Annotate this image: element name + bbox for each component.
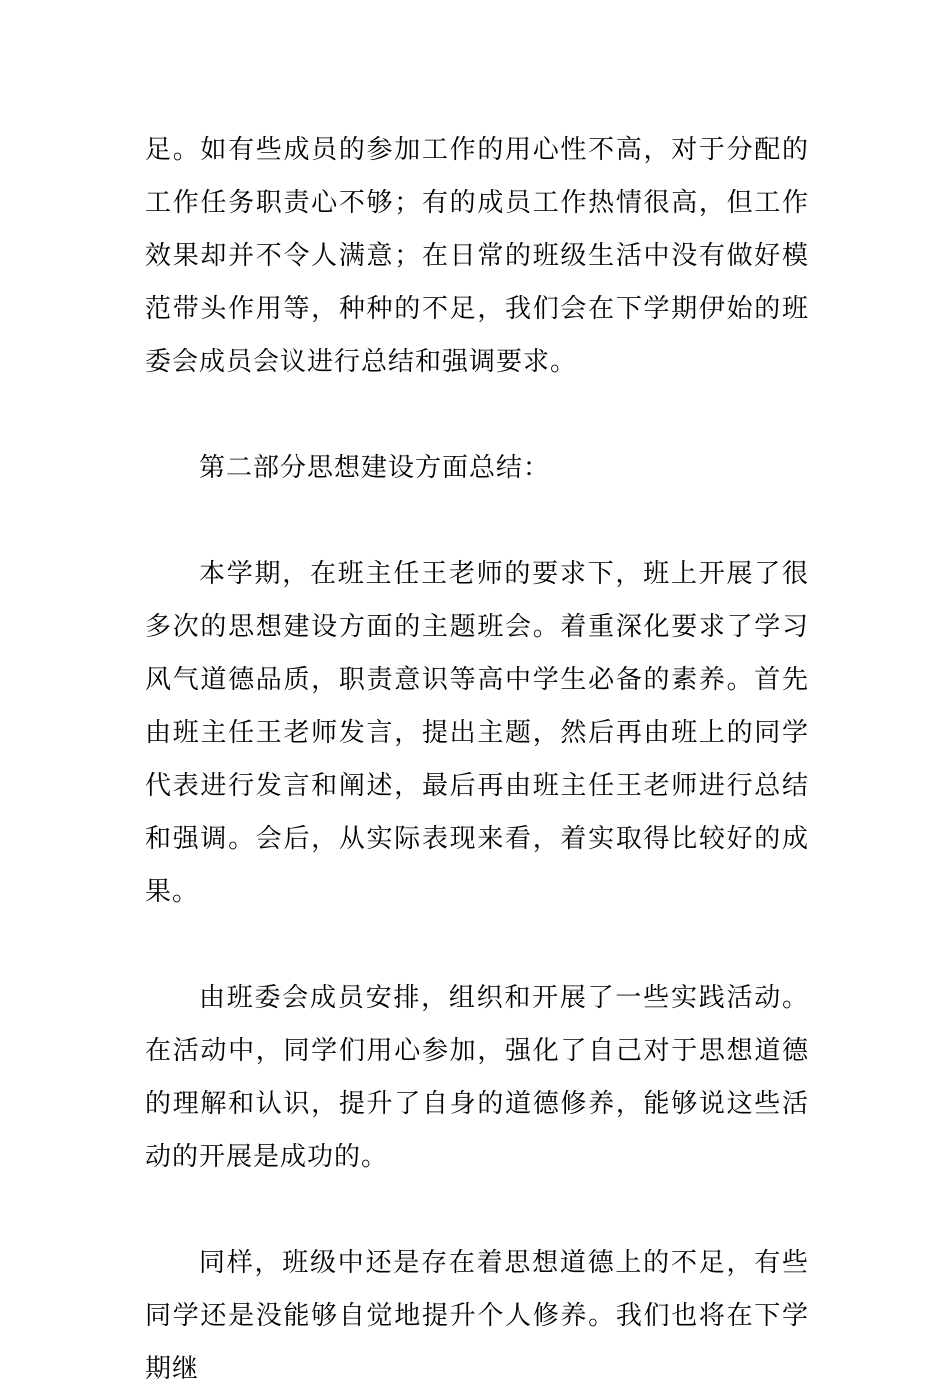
paragraph-shortcomings: 同样，班级中还是存在着思想道德上的不足，有些同学还是没能够自觉地提升个人修养。我们也将在下学期继 bbox=[145, 1248, 809, 1384]
document-body bbox=[145, 124, 809, 1396]
paragraph-theme-meetings: 本学期，在班主任王老师的要求下，班上开展了很多次的思想建设方面的主题班会。着重深化要求了学习风气道德品质，职责意识等高中学生必备的素养。首先由班主任王老师发言，提出主题，然后再由班上的同学代表进行发言和阐述，最后再由班主任王老师进行总结和强调。会后，从实际表现来看，着实取得比较好的成果。 bbox=[145, 559, 809, 907]
section-heading: 第二部分思想建设方面总结： bbox=[199, 453, 551, 483]
paragraph-practice-activities: 由班委会成员安排，组织和开展了一些实践活动。在活动中，同学们用心参加，强化了自己对于思想道德的理解和认识，提升了自身的道德修养，能够说这些活动的开展是成功的。 bbox=[145, 983, 809, 1172]
paragraph-continuation: 足。如有些成员的参加工作的用心性不高，对于分配的工作任务职责心不够；有的成员工作热情很高，但工作效果却并不令人满意；在日常的班级生活中没有做好模范带头作用等，种种的不足，我们会在下学期伊始的班委会成员会议进行总结和强调要求。 bbox=[145, 135, 809, 377]
